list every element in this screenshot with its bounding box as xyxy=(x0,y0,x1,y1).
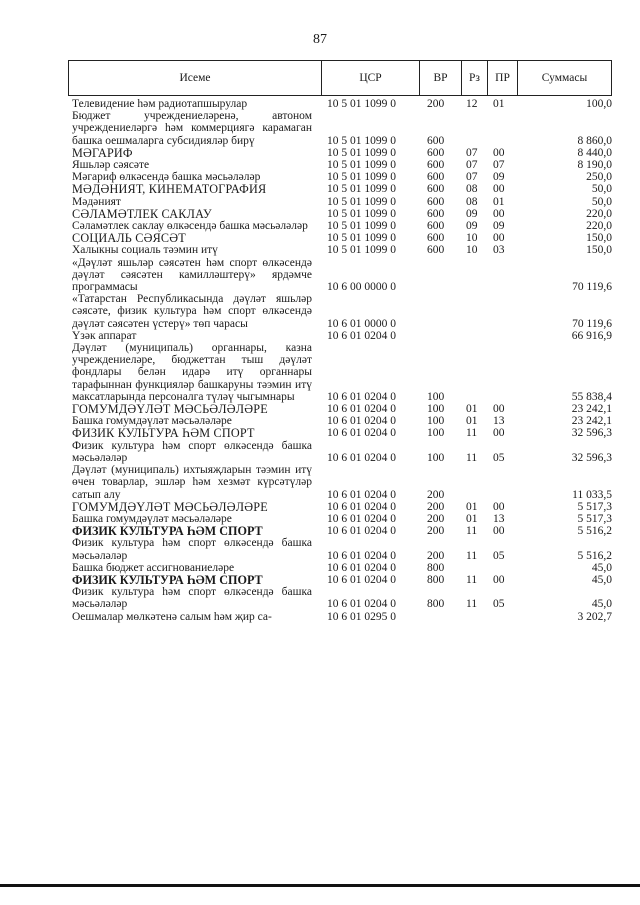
row-csr: 10 5 01 1099 0 xyxy=(327,207,396,220)
row-vr: 600 xyxy=(427,195,445,208)
row-vr: 200 xyxy=(427,525,445,538)
row-csr: 10 6 00 0000 0 xyxy=(327,281,396,294)
row-vr: 200 xyxy=(427,500,445,513)
row-rz: 08 xyxy=(466,183,478,196)
row-sum: 220,0 xyxy=(586,207,612,220)
row-name: МӘДӘНИЯТ, КИНЕМАТОГРАФИЯ xyxy=(72,182,267,197)
row-csr: 10 6 01 0204 0 xyxy=(327,561,396,574)
row-sum: 45,0 xyxy=(591,573,612,586)
row-name: Физик культура һәм спорт өлкәсендә башка мәсьәләләр xyxy=(72,586,312,611)
row-rz: 11 xyxy=(466,573,478,586)
row-pr: 05 xyxy=(493,549,505,562)
row-sum: 5 517,3 xyxy=(577,500,612,513)
row-rz: 01 xyxy=(466,512,478,525)
row-name: «Дәүләт яшьләр сәясәтен һәм спорт өлкәсендә дәүләт сәясәтен камилләштерү» ярдәмче программасы xyxy=(72,256,312,294)
row-name: Сәламәтлек саклау өлкәсендә башка мәсьәләләр xyxy=(72,220,308,233)
table-row xyxy=(72,147,612,159)
row-name: Үзәк аппарат xyxy=(72,329,137,342)
row-pr: 00 xyxy=(493,573,505,586)
row-name: Физик культура һәм спорт өлкәсендә башка мәсьәләләр xyxy=(72,537,312,562)
row-csr: 10 6 01 0204 0 xyxy=(327,549,396,562)
row-sum: 150,0 xyxy=(586,244,612,257)
row-csr: 10 6 01 0204 0 xyxy=(327,500,396,513)
row-pr: 00 xyxy=(493,207,505,220)
table-row xyxy=(72,611,612,623)
header-csr: ЦСР xyxy=(321,61,419,95)
table-row xyxy=(72,244,612,256)
row-name: Башка гомумдәүләт мәсьәләләре xyxy=(72,415,232,428)
row-name: ФИЗИК КУЛЬТУРА ҺӘМ СПОРТ xyxy=(72,426,255,441)
row-name: ФИЗИК КУЛЬТУРА ҺӘМ СПОРТ xyxy=(72,524,263,539)
table-row xyxy=(72,183,612,195)
row-csr: 10 5 01 1099 0 xyxy=(327,220,396,233)
row-rz: 12 xyxy=(466,98,478,110)
row-sum: 23 242,1 xyxy=(571,415,612,428)
row-vr: 600 xyxy=(427,220,445,233)
table-row xyxy=(72,525,612,537)
row-vr: 600 xyxy=(427,159,445,172)
row-sum: 5 516,2 xyxy=(577,549,612,562)
row-pr: 13 xyxy=(493,512,505,525)
row-pr: 09 xyxy=(493,220,505,233)
row-sum: 5 516,2 xyxy=(577,525,612,538)
row-csr: 10 6 01 0204 0 xyxy=(327,390,396,403)
table-row xyxy=(72,574,612,586)
row-vr: 600 xyxy=(427,244,445,257)
row-sum: 32 596,3 xyxy=(571,451,612,464)
row-rz: 11 xyxy=(466,525,478,538)
row-name: Бюджет учреждениеләренә, автоном учреждениеләргә һәм коммерциягә карамаган башка оешмаларга субсидияләр бирү xyxy=(72,110,312,147)
row-csr: 10 6 01 0204 0 xyxy=(327,427,396,440)
row-rz: 07 xyxy=(466,171,478,184)
row-vr: 200 xyxy=(427,549,445,562)
page-number: 87 xyxy=(313,32,327,47)
header-rz: Рз xyxy=(461,61,487,95)
table-row xyxy=(72,98,612,110)
row-csr: 10 5 01 1099 0 xyxy=(327,195,396,208)
row-sum: 5 517,3 xyxy=(577,512,612,525)
row-rz: 10 xyxy=(466,232,478,245)
row-name: ГОМУМДӘҮЛӘТ МӘСЬӘЛӘЛӘРЕ xyxy=(72,499,268,514)
table-row xyxy=(72,440,612,464)
row-csr: 10 6 01 0204 0 xyxy=(327,512,396,525)
table-body xyxy=(72,98,612,623)
row-name: МӘГАРИФ xyxy=(72,145,133,160)
row-pr: 05 xyxy=(493,451,505,464)
table-header xyxy=(68,60,612,96)
table-row xyxy=(72,159,612,171)
row-name: Телевидение һәм радиотапшырулар xyxy=(72,98,248,110)
row-csr: 10 5 01 1099 0 xyxy=(327,183,396,196)
row-rz: 11 xyxy=(466,451,478,464)
header-sum: Суммасы xyxy=(517,61,611,95)
row-name: Дәүләт (муниципаль) органнары, казна учреждениеләре, бюджеттан тыш дәүләт фондлары белән идарә итү органнары тарафыннан функцияләр башкаруны тәэмин итү максатларында персоналга түләү чыгымнары xyxy=(72,342,312,403)
row-pr: 01 xyxy=(493,195,505,208)
row-vr: 800 xyxy=(427,598,445,611)
row-name: Дәүләт (муниципаль) ихтыяҗларын тәэмин итү өчен товарлар, эшләр һәм хезмәт күрсәтүләр сатып алу xyxy=(72,464,312,501)
row-rz: 10 xyxy=(466,244,478,257)
table-row xyxy=(72,427,612,439)
row-name: Халыкны социаль тәэмин итү xyxy=(72,244,218,257)
table-row xyxy=(72,232,612,244)
row-name: ГОМУМДӘҮЛӘТ МӘСЬӘЛӘЛӘРЕ xyxy=(72,402,268,417)
table-row xyxy=(72,342,612,403)
table-row xyxy=(72,293,612,330)
row-vr: 600 xyxy=(427,146,445,159)
row-vr: 200 xyxy=(427,98,445,110)
row-rz: 01 xyxy=(466,500,478,513)
table-row xyxy=(72,403,612,415)
row-csr: 10 6 01 0204 0 xyxy=(327,329,396,342)
table-row xyxy=(72,537,612,561)
row-csr: 10 5 01 1099 0 xyxy=(327,244,396,257)
table-row xyxy=(72,110,612,147)
row-sum: 50,0 xyxy=(591,183,612,196)
row-pr: 01 xyxy=(493,98,505,110)
table-row xyxy=(72,501,612,513)
row-name: ФИЗИК КУЛЬТУРА ҺӘМ СПОРТ xyxy=(72,572,263,587)
header-pr: ПР xyxy=(487,61,517,95)
row-rz: 09 xyxy=(466,220,478,233)
row-name: Физик культура һәм спорт өлкәсендә башка мәсьәләләр xyxy=(72,439,312,464)
row-csr: 10 5 01 1099 0 xyxy=(327,232,396,245)
row-rz: 01 xyxy=(466,415,478,428)
bottom-rule xyxy=(0,884,640,887)
row-csr: 10 6 01 0204 0 xyxy=(327,573,396,586)
row-name: СОЦИАЛЬ СӘЯСӘТ xyxy=(72,231,186,246)
row-sum: 3 202,7 xyxy=(577,610,612,623)
row-vr: 100 xyxy=(427,427,445,440)
row-csr: 10 5 01 1099 0 xyxy=(327,98,396,110)
row-name: Оешмалар мөлкәтенә салым һәм җир са- xyxy=(72,610,272,623)
row-rz: 07 xyxy=(466,159,478,172)
row-csr: 10 6 01 0204 0 xyxy=(327,525,396,538)
row-rz: 01 xyxy=(466,403,478,416)
row-sum: 66 916,9 xyxy=(571,329,612,342)
row-rz: 08 xyxy=(466,195,478,208)
row-sum: 11 033,5 xyxy=(572,488,612,501)
row-vr: 100 xyxy=(427,415,445,428)
table-row xyxy=(72,196,612,208)
row-csr: 10 6 01 0204 0 xyxy=(327,598,396,611)
row-rz: 07 xyxy=(466,146,478,159)
row-pr: 05 xyxy=(493,598,505,611)
row-csr: 10 5 01 1099 0 xyxy=(327,171,396,184)
table-row xyxy=(72,208,612,220)
row-name: «Татарстан Республикасында дәүләт яшьләр сәясәте, физик культура һәм спорт өлкәсендә дәүләт сәясәтен үстерү» төп чарасы xyxy=(72,293,312,330)
row-sum: 8 440,0 xyxy=(577,146,612,159)
row-csr: 10 5 01 1099 0 xyxy=(327,146,396,159)
row-csr: 10 6 01 0204 0 xyxy=(327,488,396,501)
row-rz: 11 xyxy=(466,598,478,611)
row-name: Башка гомумдәүләт мәсьәләләре xyxy=(72,512,232,525)
row-name: Мәгариф өлкәсендә башка мәсьәләләр xyxy=(72,171,261,184)
row-csr: 10 6 01 0204 0 xyxy=(327,451,396,464)
row-pr: 00 xyxy=(493,427,505,440)
row-pr: 03 xyxy=(493,244,505,257)
row-vr: 200 xyxy=(427,512,445,525)
row-csr: 10 5 01 1099 0 xyxy=(327,134,396,147)
row-vr: 600 xyxy=(427,183,445,196)
header-name: Исеме xyxy=(179,72,211,84)
row-csr: 10 5 01 1099 0 xyxy=(327,159,396,172)
row-vr: 600 xyxy=(427,171,445,184)
row-pr: 00 xyxy=(493,500,505,513)
table-row xyxy=(72,330,612,342)
row-pr: 00 xyxy=(493,525,505,538)
row-pr: 07 xyxy=(493,159,505,172)
row-sum: 250,0 xyxy=(586,171,612,184)
row-name: СӘЛАМӘТЛЕК САКЛАУ xyxy=(72,206,212,221)
row-name: Башка бюджет ассигнованиеләре xyxy=(72,561,235,574)
row-vr: 800 xyxy=(427,573,445,586)
row-name: Яшьләр сәясәте xyxy=(72,159,150,172)
table-row xyxy=(72,464,612,501)
row-pr: 00 xyxy=(493,183,505,196)
row-vr: 800 xyxy=(427,561,445,574)
row-vr: 100 xyxy=(427,403,445,416)
row-sum: 32 596,3 xyxy=(571,427,612,440)
row-sum: 70 119,6 xyxy=(572,317,612,330)
row-rz: 09 xyxy=(466,207,478,220)
row-sum: 8 860,0 xyxy=(577,134,612,147)
row-csr: 10 6 01 0204 0 xyxy=(327,415,396,428)
table-row xyxy=(72,586,612,610)
row-vr: 200 xyxy=(427,488,445,501)
row-vr: 100 xyxy=(427,390,445,403)
row-sum: 220,0 xyxy=(586,220,612,233)
row-pr: 00 xyxy=(493,232,505,245)
row-sum: 50,0 xyxy=(591,195,612,208)
row-vr: 100 xyxy=(427,451,445,464)
header-vr: ВР xyxy=(419,61,461,95)
row-sum: 23 242,1 xyxy=(571,403,612,416)
row-csr: 10 6 01 0000 0 xyxy=(327,317,396,330)
row-pr: 09 xyxy=(493,171,505,184)
row-csr: 10 6 01 0295 0 xyxy=(327,610,396,623)
row-csr: 10 6 01 0204 0 xyxy=(327,403,396,416)
row-vr: 600 xyxy=(427,134,445,147)
row-sum: 70 119,6 xyxy=(572,281,612,294)
row-pr: 00 xyxy=(493,146,505,159)
row-vr: 600 xyxy=(427,232,445,245)
row-sum: 8 190,0 xyxy=(577,159,612,172)
row-sum: 150,0 xyxy=(586,232,612,245)
row-rz: 11 xyxy=(466,549,478,562)
row-sum: 45,0 xyxy=(591,561,612,574)
table-row xyxy=(72,257,612,294)
row-pr: 00 xyxy=(493,403,505,416)
row-sum: 100,0 xyxy=(586,98,612,110)
row-rz: 11 xyxy=(466,427,478,440)
row-pr: 13 xyxy=(493,415,505,428)
row-vr: 600 xyxy=(427,207,445,220)
row-sum: 55 838,4 xyxy=(571,390,612,403)
row-sum: 45,0 xyxy=(591,598,612,611)
row-name: Мәдәният xyxy=(72,195,121,208)
